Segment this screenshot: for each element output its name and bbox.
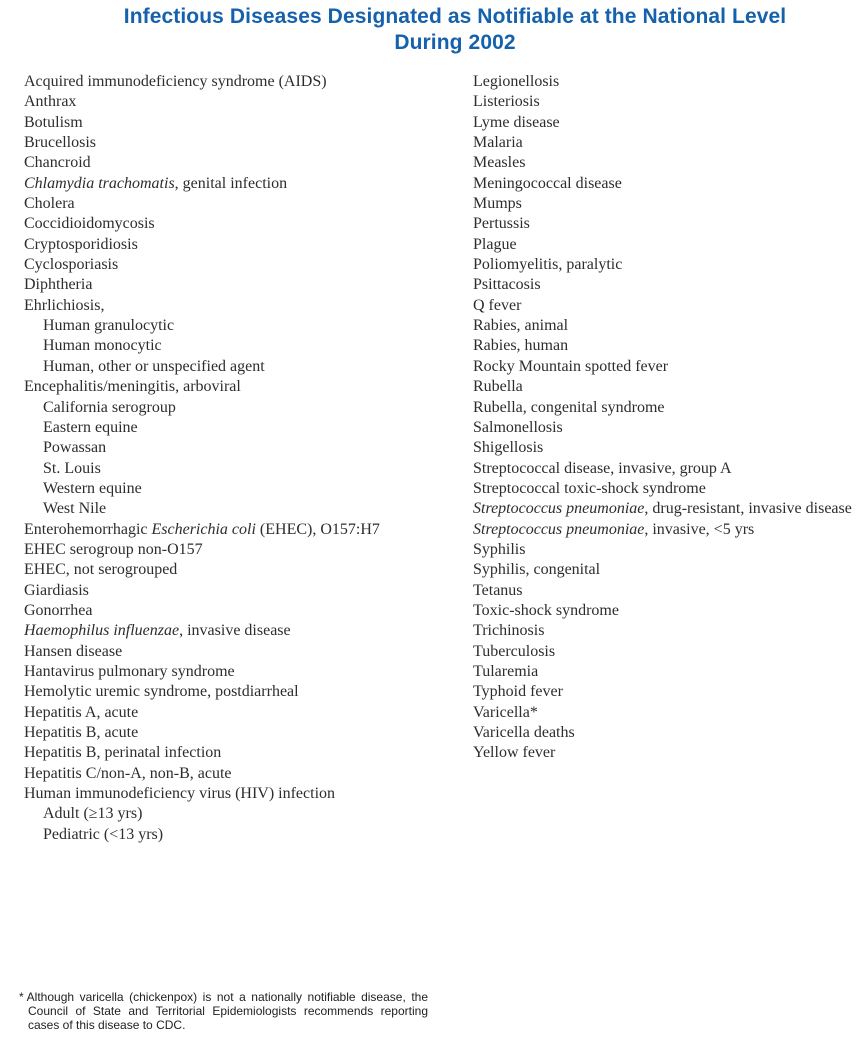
disease-item: Streptococcal disease, invasive, group A xyxy=(473,459,732,477)
disease-item: Human immunodeficiency virus (HIV) infection xyxy=(24,785,336,803)
disease-item: Powassan xyxy=(43,439,107,457)
disease-item: Tetanus xyxy=(473,581,523,599)
disease-item: Anthrax xyxy=(24,93,77,111)
disease-item: Giardiasis xyxy=(24,581,89,599)
disease-item: Legionellosis xyxy=(473,73,560,90)
disease-column-right xyxy=(473,72,852,764)
disease-item: EHEC, not serogrouped xyxy=(24,561,178,579)
disease-item: Trichinosis xyxy=(473,622,545,640)
disease-item: Rubella xyxy=(473,378,523,396)
disease-item: Human monocytic xyxy=(43,337,162,355)
disease-item: California serogroup xyxy=(43,398,176,416)
disease-item: Tuberculosis xyxy=(473,642,556,660)
disease-item: Varicella* xyxy=(473,703,538,721)
disease-item: Hantavirus pulmonary syndrome xyxy=(24,662,235,680)
disease-item: Hemolytic uremic syndrome, postdiarrheal xyxy=(24,683,299,701)
disease-item: Eastern equine xyxy=(43,418,138,436)
disease-item: Streptococcal toxic-shock syndrome xyxy=(473,479,706,497)
disease-item: Yellow fever xyxy=(473,744,556,762)
title-line-2: During 2002 xyxy=(394,31,516,54)
disease-item: Pertussis xyxy=(473,215,530,233)
disease-item: Lyme disease xyxy=(473,113,560,131)
page-title xyxy=(45,4,865,56)
disease-item: Rabies, human xyxy=(473,337,569,355)
disease-item: Coccidioidomycosis xyxy=(24,215,155,233)
disease-item: Streptococcus pneumoniae, invasive, <5 yrs xyxy=(473,520,755,538)
disease-item: Western equine xyxy=(43,479,142,497)
disease-item: Salmonellosis xyxy=(473,418,563,436)
disease-item: Rabies, animal xyxy=(473,317,569,335)
disease-item: Hepatitis B, perinatal infection xyxy=(24,744,222,762)
disease-item: St. Louis xyxy=(43,459,101,477)
disease-item: Rubella, congenital syndrome xyxy=(473,398,665,416)
disease-item: Q fever xyxy=(473,296,522,314)
disease-item: Listeriosis xyxy=(473,93,540,111)
disease-item: Gonorrhea xyxy=(24,601,93,619)
disease-item: Chancroid xyxy=(24,154,91,172)
disease-item: Poliomyelitis, paralytic xyxy=(473,256,623,274)
disease-item: Chlamydia trachomatis, genital infection xyxy=(24,174,288,192)
disease-item: Human, other or unspecified agent xyxy=(43,357,265,375)
disease-item: Pediatric (<13 yrs) xyxy=(43,825,164,843)
disease-item: Plague xyxy=(473,235,517,253)
disease-item: Typhoid fever xyxy=(473,683,563,701)
disease-item: Rocky Mountain spotted fever xyxy=(473,357,669,375)
disease-item: Hansen disease xyxy=(24,642,123,660)
disease-item: Cyclosporiasis xyxy=(24,256,119,274)
disease-item: Adult (≥13 yrs) xyxy=(43,805,143,823)
disease-item: Mumps xyxy=(473,195,522,213)
disease-item: Enterohemorrhagic Escherichia coli (EHEC), O157:H7 xyxy=(24,520,380,538)
disease-item: Streptococcus pneumoniae, drug-resistant, invasive disease xyxy=(473,500,852,518)
disease-item: Hepatitis A, acute xyxy=(24,703,139,721)
disease-item: Acquired immunodeficiency syndrome (AIDS) xyxy=(24,73,327,90)
disease-item: Hepatitis B, acute xyxy=(24,724,139,741)
disease-item: Diphtheria xyxy=(24,276,93,294)
title-line-1: Infectious Diseases Designated as Notifiable at the National Level xyxy=(123,5,787,28)
disease-item: Toxic-shock syndrome xyxy=(473,601,619,619)
disease-item: Measles xyxy=(473,154,526,172)
disease-column-left xyxy=(24,72,380,845)
disease-item: Syphilis, congenital xyxy=(473,561,601,579)
disease-item: EHEC serogroup non-O157 xyxy=(24,540,203,558)
disease-item: West Nile xyxy=(43,500,107,518)
disease-item: Cryptosporidiosis xyxy=(24,235,138,253)
disease-item: Shigellosis xyxy=(473,439,544,457)
disease-item: Cholera xyxy=(24,195,75,213)
footnote-marker: * xyxy=(19,990,24,1004)
disease-item: Psittacosis xyxy=(473,276,541,294)
disease-item: Human granulocytic xyxy=(43,317,175,335)
disease-item: Malaria xyxy=(473,134,523,152)
disease-item: Varicella deaths xyxy=(473,724,575,741)
disease-item: Ehrlichiosis, xyxy=(24,296,105,314)
disease-item: Hepatitis C/non-A, non-B, acute xyxy=(24,764,232,782)
disease-item: Haemophilus influenzae, invasive disease xyxy=(24,622,291,640)
disease-item: Encephalitis/meningitis, arboviral xyxy=(24,378,241,396)
disease-item: Syphilis xyxy=(473,540,526,558)
disease-item: Brucellosis xyxy=(24,134,96,152)
disease-item: Meningococcal disease xyxy=(473,174,622,192)
disease-item: Botulism xyxy=(24,113,83,131)
footnote-text: Although varicella (chickenpox) is not a nationally notifiable disease, the Council of State and Territorial Epidemiologists recommends reporting cases of this disease to CDC. xyxy=(26,990,428,1032)
disease-item: Tularemia xyxy=(473,662,539,680)
footnote xyxy=(19,990,428,1032)
